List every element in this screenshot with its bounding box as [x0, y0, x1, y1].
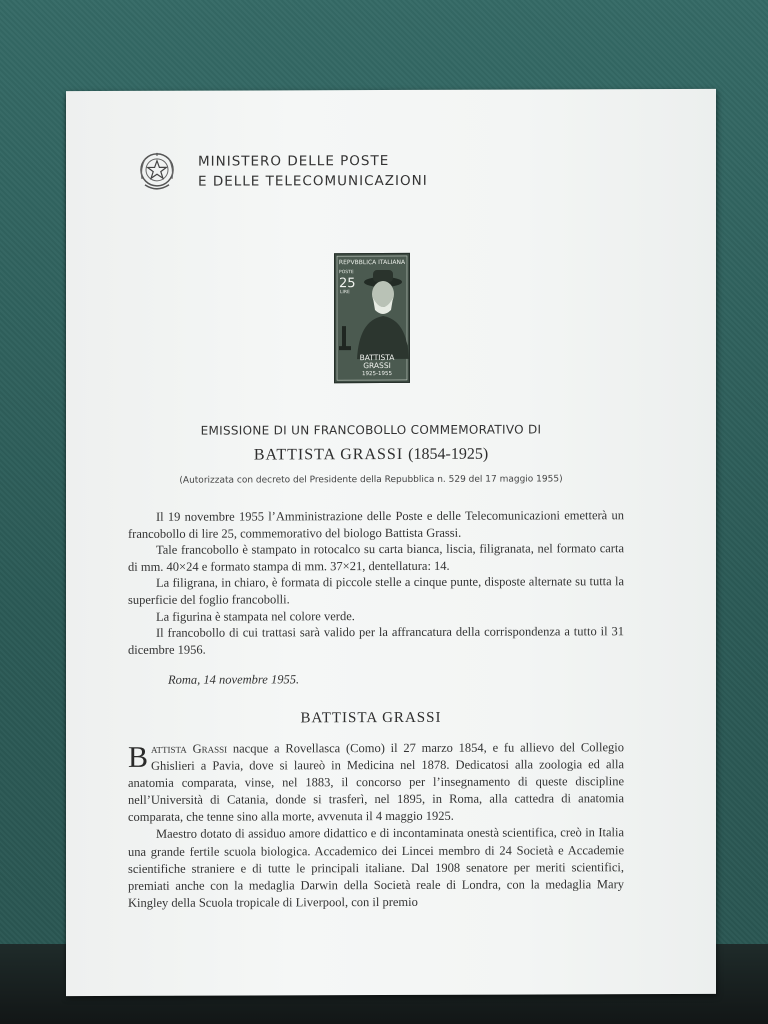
stamp-microscope	[342, 326, 346, 348]
bulletin-sheet	[66, 89, 716, 996]
biography-text	[128, 739, 624, 912]
stamp-hat-crown	[373, 270, 393, 282]
place-date: Roma, 14 novembre 1955.	[168, 672, 300, 687]
stamp-years: 1925-1955	[362, 370, 392, 378]
emission-title: EMISSIONE DI UN FRANCOBOLLO COMMEMORATIVO DI	[200, 422, 542, 438]
biography-lead: attista Grassi	[151, 741, 228, 756]
ministry-line1: MINISTERO DELLE POSTE	[198, 153, 390, 170]
person-title	[66, 445, 676, 465]
body-paragraph: La figurina è stampata nel colore verde.	[156, 608, 355, 624]
stamp-poste: POSTE	[339, 270, 354, 276]
stamp-currency: LIRE	[340, 290, 350, 296]
body-paragraph: Tale francobollo è stampato in rotocalco su carta bianca, liscia, filigranata, nel formato carta di mm. 40×24 e formato stampa di mm. 37×21, dentellatura: 14.	[128, 541, 624, 574]
biography-heading: BATTISTA GRASSI	[300, 709, 442, 727]
person-dates: (1854-1925)	[408, 445, 489, 463]
biography-paragraph	[128, 739, 624, 826]
person-name: BATTISTA GRASSI	[253, 445, 404, 464]
commemorative-stamp	[334, 253, 410, 383]
body-paragraph: Il 19 novembre 1955 l’Amministrazione delle Poste e delle Telecomunicazioni emetterà un francobollo di lire 25, commemorativo del biologo Battista Grassi.	[128, 508, 624, 541]
stamp-name-line1: BATTISTA	[359, 352, 395, 363]
ministry-header	[136, 148, 428, 195]
stamp-name-line2: GRASSI	[363, 361, 391, 371]
drop-cap: B	[128, 740, 149, 774]
stamp-value: 25	[339, 276, 356, 292]
stamp-country: REPVBBLICA ITALIANA	[338, 258, 406, 267]
biography-paragraph-text: nacque a Rovellasca (Como) il 27 marzo 1854, e fu allievo del Collegio Ghislieri a Pavia, dove si laureò in Medicina nel 1878. Dedicatosi alla zoologia ed alla anatomia comparata, vinse, nel 1883, il concorso per l’insegnamento di queste discipline nell’Università di Catania, donde si trasferì, nel 1895, in Roma, alla cattedra di anatomia comparata, che tenne sino alla morte, avvenuta il 4 maggio 1925.	[128, 740, 624, 825]
ministry-line2: E DELLE TELECOMUNICAZIONI	[198, 172, 428, 190]
body-paragraph: Il francobollo di cui trattasi sarà valido per la affrancatura della corrispondenza a tutto il 31 dicembre 1956.	[128, 624, 624, 657]
ministry-name	[198, 151, 428, 192]
decree-note: (Autorizzata con decreto del Presidente della Repubblica n. 529 del 17 maggio 1955)	[179, 474, 563, 486]
announcement-text	[128, 507, 624, 658]
body-paragraph: La filigrana, in chiaro, è formata di piccole stelle a cinque punte, disposte alternate su tutta la superficie del foglio francobolli.	[128, 574, 624, 607]
biography-paragraph: Maestro dotato di assiduo amore didattico e di incontaminata onestà scientifica, creò in Italia una grande fertile scuola biologica. Accademico dei Lincei membro di 24 Società e Accademie scientifiche straniere e di tutte le principali italiane. Dal 1908 senatore per meriti scientifici, premiati anche con la medaglia Darwin della Società reale di Londra, con la medaglia Mary Kingley della Scuola tropicale di Liverpool, con il premio	[128, 825, 624, 910]
italian-emblem-icon	[136, 149, 178, 195]
